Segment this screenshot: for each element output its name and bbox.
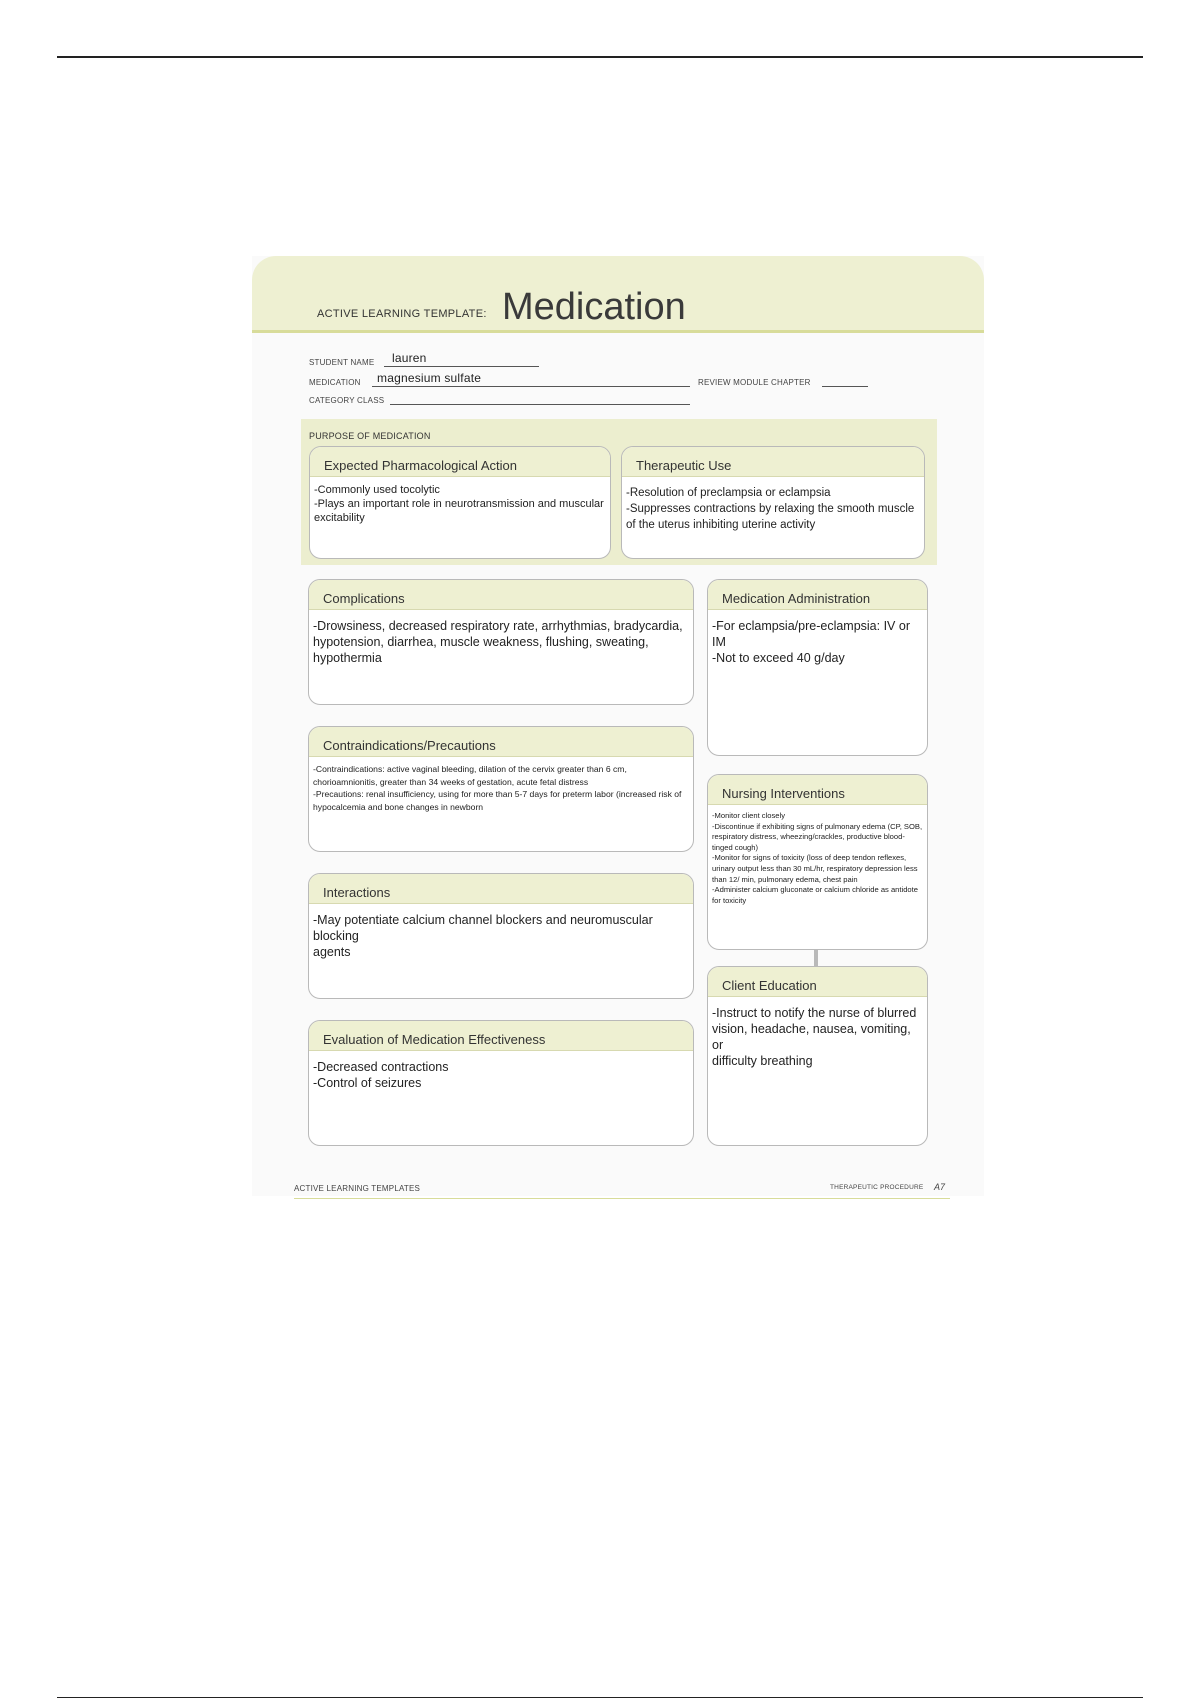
administration-card	[707, 579, 928, 756]
page-top-rule	[57, 56, 1143, 58]
review-module-field[interactable]	[822, 386, 868, 387]
evaluation-body[interactable]: -Decreased contractions -Control of seizures	[313, 1060, 449, 1090]
expected-action-card	[309, 446, 611, 559]
purpose-label: PURPOSE OF MEDICATION	[309, 431, 431, 441]
interactions-title: Interactions	[309, 874, 693, 904]
footer-right-label: THERAPEUTIC PROCEDURE	[830, 1184, 924, 1191]
student-name-value: lauren	[392, 351, 427, 365]
evaluation-card	[308, 1020, 694, 1146]
contraindications-title: Contraindications/Precautions	[309, 727, 693, 757]
administration-body[interactable]: -For eclampsia/pre-eclampsia: IV or IM -Not to exceed 40 g/day	[712, 619, 910, 665]
client-education-body[interactable]: -Instruct to notify the nurse of blurred vision, headache, nausea, vomiting, or difficulty breathing	[712, 1006, 917, 1068]
category-class-field[interactable]	[390, 404, 690, 405]
contraindications-card	[308, 726, 694, 852]
category-class-label: CATEGORY CLASS	[309, 396, 385, 405]
interactions-body[interactable]: -May potentiate calcium channel blockers and neuromuscular blocking agents	[313, 913, 653, 959]
student-name-label: STUDENT NAME	[309, 358, 375, 367]
client-education-title: Client Education	[708, 967, 927, 997]
page-bottom-rule	[57, 1697, 1143, 1698]
client-education-card	[707, 966, 928, 1146]
template-label: ACTIVE LEARNING TEMPLATE:	[317, 308, 487, 320]
therapeutic-use-body[interactable]: -Resolution of preclampsia or eclampsia -Suppresses contractions by relaxing the smooth muscle of the uterus inhibiting uterine activity	[626, 487, 915, 531]
medication-label: MEDICATION	[309, 378, 361, 387]
nursing-interventions-title: Nursing Interventions	[708, 775, 927, 805]
therapeutic-use-title: Therapeutic Use	[622, 447, 924, 477]
medication-line	[372, 386, 690, 387]
template-title: Medication	[502, 286, 686, 328]
medication-template-sheet	[252, 256, 984, 1196]
evaluation-title: Evaluation of Medication Effectiveness	[309, 1021, 693, 1051]
interactions-card	[308, 873, 694, 999]
medication-value: magnesium sulfate	[377, 371, 482, 385]
review-module-label: REVIEW MODULE CHAPTER	[698, 378, 811, 387]
complications-body[interactable]: -Drowsiness, decreased respiratory rate, arrhythmias, bradycardia, hypotension, diarrhea, muscle weakness, flushing, sweating, hypothermia	[313, 619, 683, 665]
nursing-interventions-body[interactable]: -Monitor client closely -Discontinue if exhibiting signs of pulmonary edema (CP, SOB, respiratory distress, wheezing/crackles, productive blood-tinged cough) -Monitor for signs of toxicity (loss of deep tendon reflexes, urinary output less than 30 mL/hr, respiratory depression less than 12/ min, pulmonary edema, chest pain -Administer calcium gluconate or calcium chloride as antidote for toxicity	[712, 811, 923, 905]
footer-page-number: A7	[934, 1182, 946, 1192]
expected-action-body[interactable]: -Commonly used tocolytic -Plays an important role in neurotransmission and muscular excitability	[314, 484, 604, 524]
footer-rule	[294, 1198, 950, 1199]
contraindications-body[interactable]: -Contraindications: active vaginal bleeding, dilation of the cervix greater than 6 cm, chorioamnionitis, greater than 34 weeks of gestation, acute fetal distress -Precautions: renal insufficiency, using for more than 5-7 days for preterm labor (increased risk of hypocalcemia and bone changes in newborn	[313, 764, 682, 812]
expected-action-title: Expected Pharmacological Action	[310, 447, 610, 477]
nursing-interventions-card	[707, 774, 928, 950]
footer-left-label: ACTIVE LEARNING TEMPLATES	[294, 1184, 421, 1193]
nursing-to-education-connector	[814, 950, 818, 966]
student-name-line	[384, 366, 539, 367]
template-banner	[252, 256, 984, 333]
complications-title: Complications	[309, 580, 693, 610]
complications-card	[308, 579, 694, 705]
administration-title: Medication Administration	[708, 580, 927, 610]
therapeutic-use-card	[621, 446, 925, 559]
